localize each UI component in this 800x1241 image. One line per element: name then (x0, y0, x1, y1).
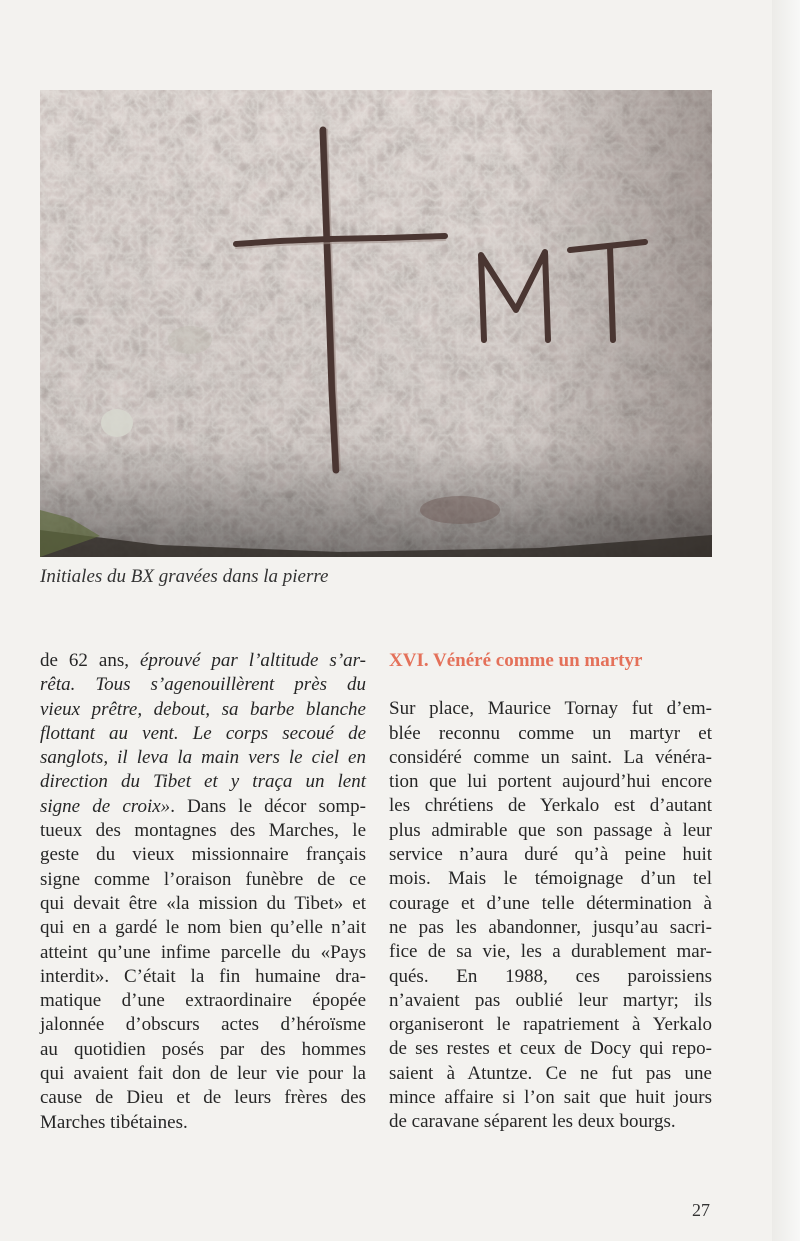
text-line: courage et d’une telle détermination à (389, 892, 712, 914)
text-line: flottant au vent. Le corps secoué de (40, 722, 366, 744)
engraved-stone-photo (40, 90, 712, 557)
section-heading: XVI. Vénéré comme un martyr (389, 650, 643, 671)
text-line: qui devait être «la mission du Tibet» et (40, 892, 366, 914)
text-line: plus admirable que son passage à leur (389, 819, 712, 841)
text-line: considéré comme un saint. La vénéra- (389, 746, 712, 768)
text-line: service n’aura duré qu’à peine huit (389, 844, 712, 866)
text-line: ne pas les abandonner, jusqu’au sacri- (389, 916, 712, 938)
photo-caption: Initiales du BX gravées dans la pierre (40, 566, 329, 587)
text-line: de ses restes et ceux de Docy qui repo- (389, 1038, 712, 1060)
text-line: mince affaire si l’on sait que huit jours (389, 1087, 712, 1109)
text-line: jalonnée d’obscurs actes d’héroïsme (40, 1014, 366, 1036)
text-line: qués. En 1988, ces paroissiens (389, 965, 712, 987)
text-line: rêta. Tous s’agenouillèrent près du (40, 674, 366, 696)
text-line: signe de croix». Dans le décor somp- (40, 795, 366, 817)
text-line: direction du Tibet et y traça un lent (40, 771, 366, 793)
text-line: geste du vieux missionnaire français (40, 844, 366, 866)
text-line: les chrétiens de Yerkalo est d’autant (389, 795, 712, 817)
right-text-column (389, 649, 712, 1135)
text-line: signe comme l’oraison funèbre de ce (40, 868, 366, 890)
text-line: tion que lui portent aujourd’hui encore (389, 771, 712, 793)
text-line: qui avaient fait don de leur vie pour la (40, 1063, 366, 1085)
text-line: organiseront le rapatriement à Yerkalo (389, 1014, 712, 1036)
text-line: Sur place, Maurice Tornay fut d’em- (389, 698, 712, 720)
text-line: de caravane séparent les deux bourgs. (389, 1111, 676, 1133)
text-line: fice de sa vie, les a durablement mar- (389, 941, 712, 963)
text-line: sanglots, il leva la main vers le ciel en (40, 747, 366, 769)
text-line: n’avaient pas oublié leur martyr; ils (389, 989, 712, 1011)
text-line: vieux prêtre, debout, sa barbe blanche (40, 698, 366, 720)
page-number: 27 (692, 1200, 710, 1220)
page-edge (772, 0, 800, 1241)
text-line: interdit». C’était la fin humaine dra- (40, 965, 366, 987)
text-line: au quotidien posés par des hommes (40, 1038, 366, 1060)
text-line: blée reconnu comme un martyr et (389, 722, 712, 744)
text-line: tueux des montagnes des Marches, le (40, 820, 366, 842)
text-line: Marches tibétaines. (40, 1111, 188, 1133)
text-line: atteint qu’une infime parcelle du «Pays (40, 941, 366, 963)
text-line: de 62 ans, éprouvé par l’altitude s’ar- (40, 650, 366, 671)
left-text-column (40, 649, 366, 1135)
text-line: saient à Atuntze. Ce ne fut pas une (389, 1062, 712, 1084)
text-line: mois. Mais le témoignage d’un tel (389, 868, 712, 890)
text-line: qui en a gardé le nom bien qu’elle n’ait (40, 917, 366, 939)
text-line: cause de Dieu et de leurs frères des (40, 1087, 366, 1109)
text-line: matique d’une extraordinaire épopée (40, 990, 366, 1012)
